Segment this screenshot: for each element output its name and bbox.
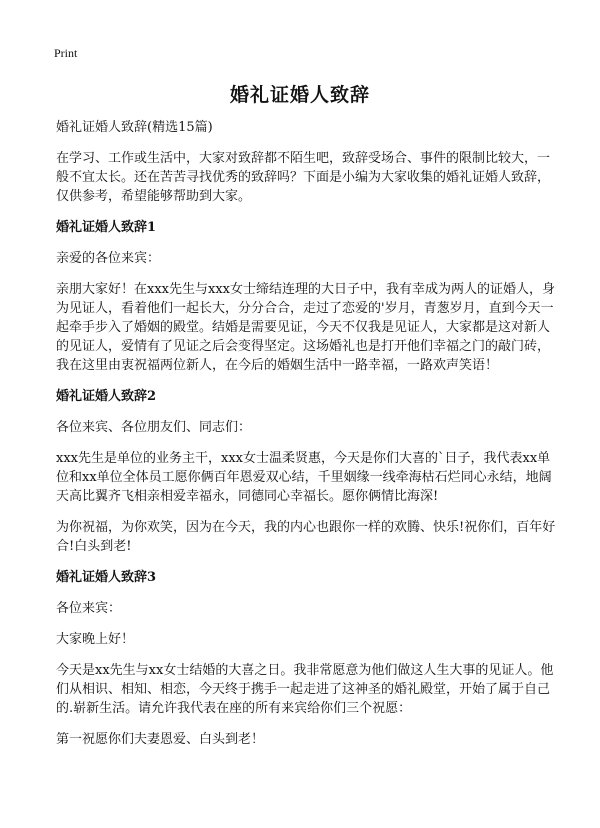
section-heading: 婚礼证婚人致辞2 bbox=[56, 389, 157, 404]
print-link[interactable]: Print bbox=[54, 46, 78, 60]
section-paragraph: 为你祝福，为你欢笑，因为在今天，我的内心也跟你一样的欢腾、快乐!祝你们，百年好合!白头到老! bbox=[56, 520, 556, 554]
document-body bbox=[56, 118, 556, 761]
section-paragraph: 各位来宾： bbox=[56, 601, 122, 616]
section-paragraph: xxx先生是单位的业务主干，xxx女士温柔贤惠，今天是你们大喜的`日子，我代表xx单位和xx单位全体员工愿你俩百年恩爱双心结，千里姻缘一线牵海枯石烂同心永结，地阔天高比翼齐飞相亲相爱幸福永，同德同心幸福长。愿你俩情比海深! bbox=[56, 451, 552, 504]
section-heading: 婚礼证婚人致辞1 bbox=[56, 220, 157, 235]
section-paragraph: 亲爱的各位来宾： bbox=[56, 251, 161, 266]
section-paragraph: 各位来宾、各位朋友们、同志们： bbox=[56, 420, 252, 435]
section-heading: 婚礼证婚人致辞3 bbox=[56, 570, 157, 585]
section-paragraph: 大家晚上好！ bbox=[56, 632, 135, 647]
document-subtitle: 婚礼证婚人致辞(精选15篇) bbox=[56, 120, 213, 135]
page-title: 婚礼证婚人致辞 bbox=[229, 84, 370, 106]
intro-paragraph: 在学习、工作或生活中，大家对致辞都不陌生吧，致辞受场合、事件的限制比较大，一般不宜太长。还在苦苦寻找优秀的致辞吗？下面是小编为大家收集的婚礼证婚人致辞，仅供参考，希望能够帮助到大家。 bbox=[56, 151, 551, 204]
section-paragraph: 第一祝愿你们夫妻恩爱、白头到老！ bbox=[56, 732, 265, 747]
section-paragraph: 亲朋大家好！在xxx先生与xxx女士缔结连理的大日子中，我有幸成为两人的证婚人，身为见证人，看着他们一起长大，分分合合，走过了恋爱的'岁月，青葱岁月，直到今天一起牵手步入了婚姻的殿堂。结婚是需要见证，今天不仅我是见证人，大家都是这对新人的见证人，爱情有了见证之后会变得坚定。这场婚礼也是打开他们幸福之门的敲门砖，我在这里由衷祝福两位新人，在今后的婚姻生活中一路幸福，一路欢声笑语！ bbox=[56, 282, 555, 373]
section-paragraph: 今天是xx先生与xx女士结婚的大喜之日。我非常愿意为他们做这人生大事的见证人。他们从相识、相知、相恋，今天终于携手一起走进了这神圣的婚礼殿堂，开始了属于自己的.崭新生活。请允许我代表在座的所有来宾给你们三个祝愿： bbox=[56, 663, 554, 716]
